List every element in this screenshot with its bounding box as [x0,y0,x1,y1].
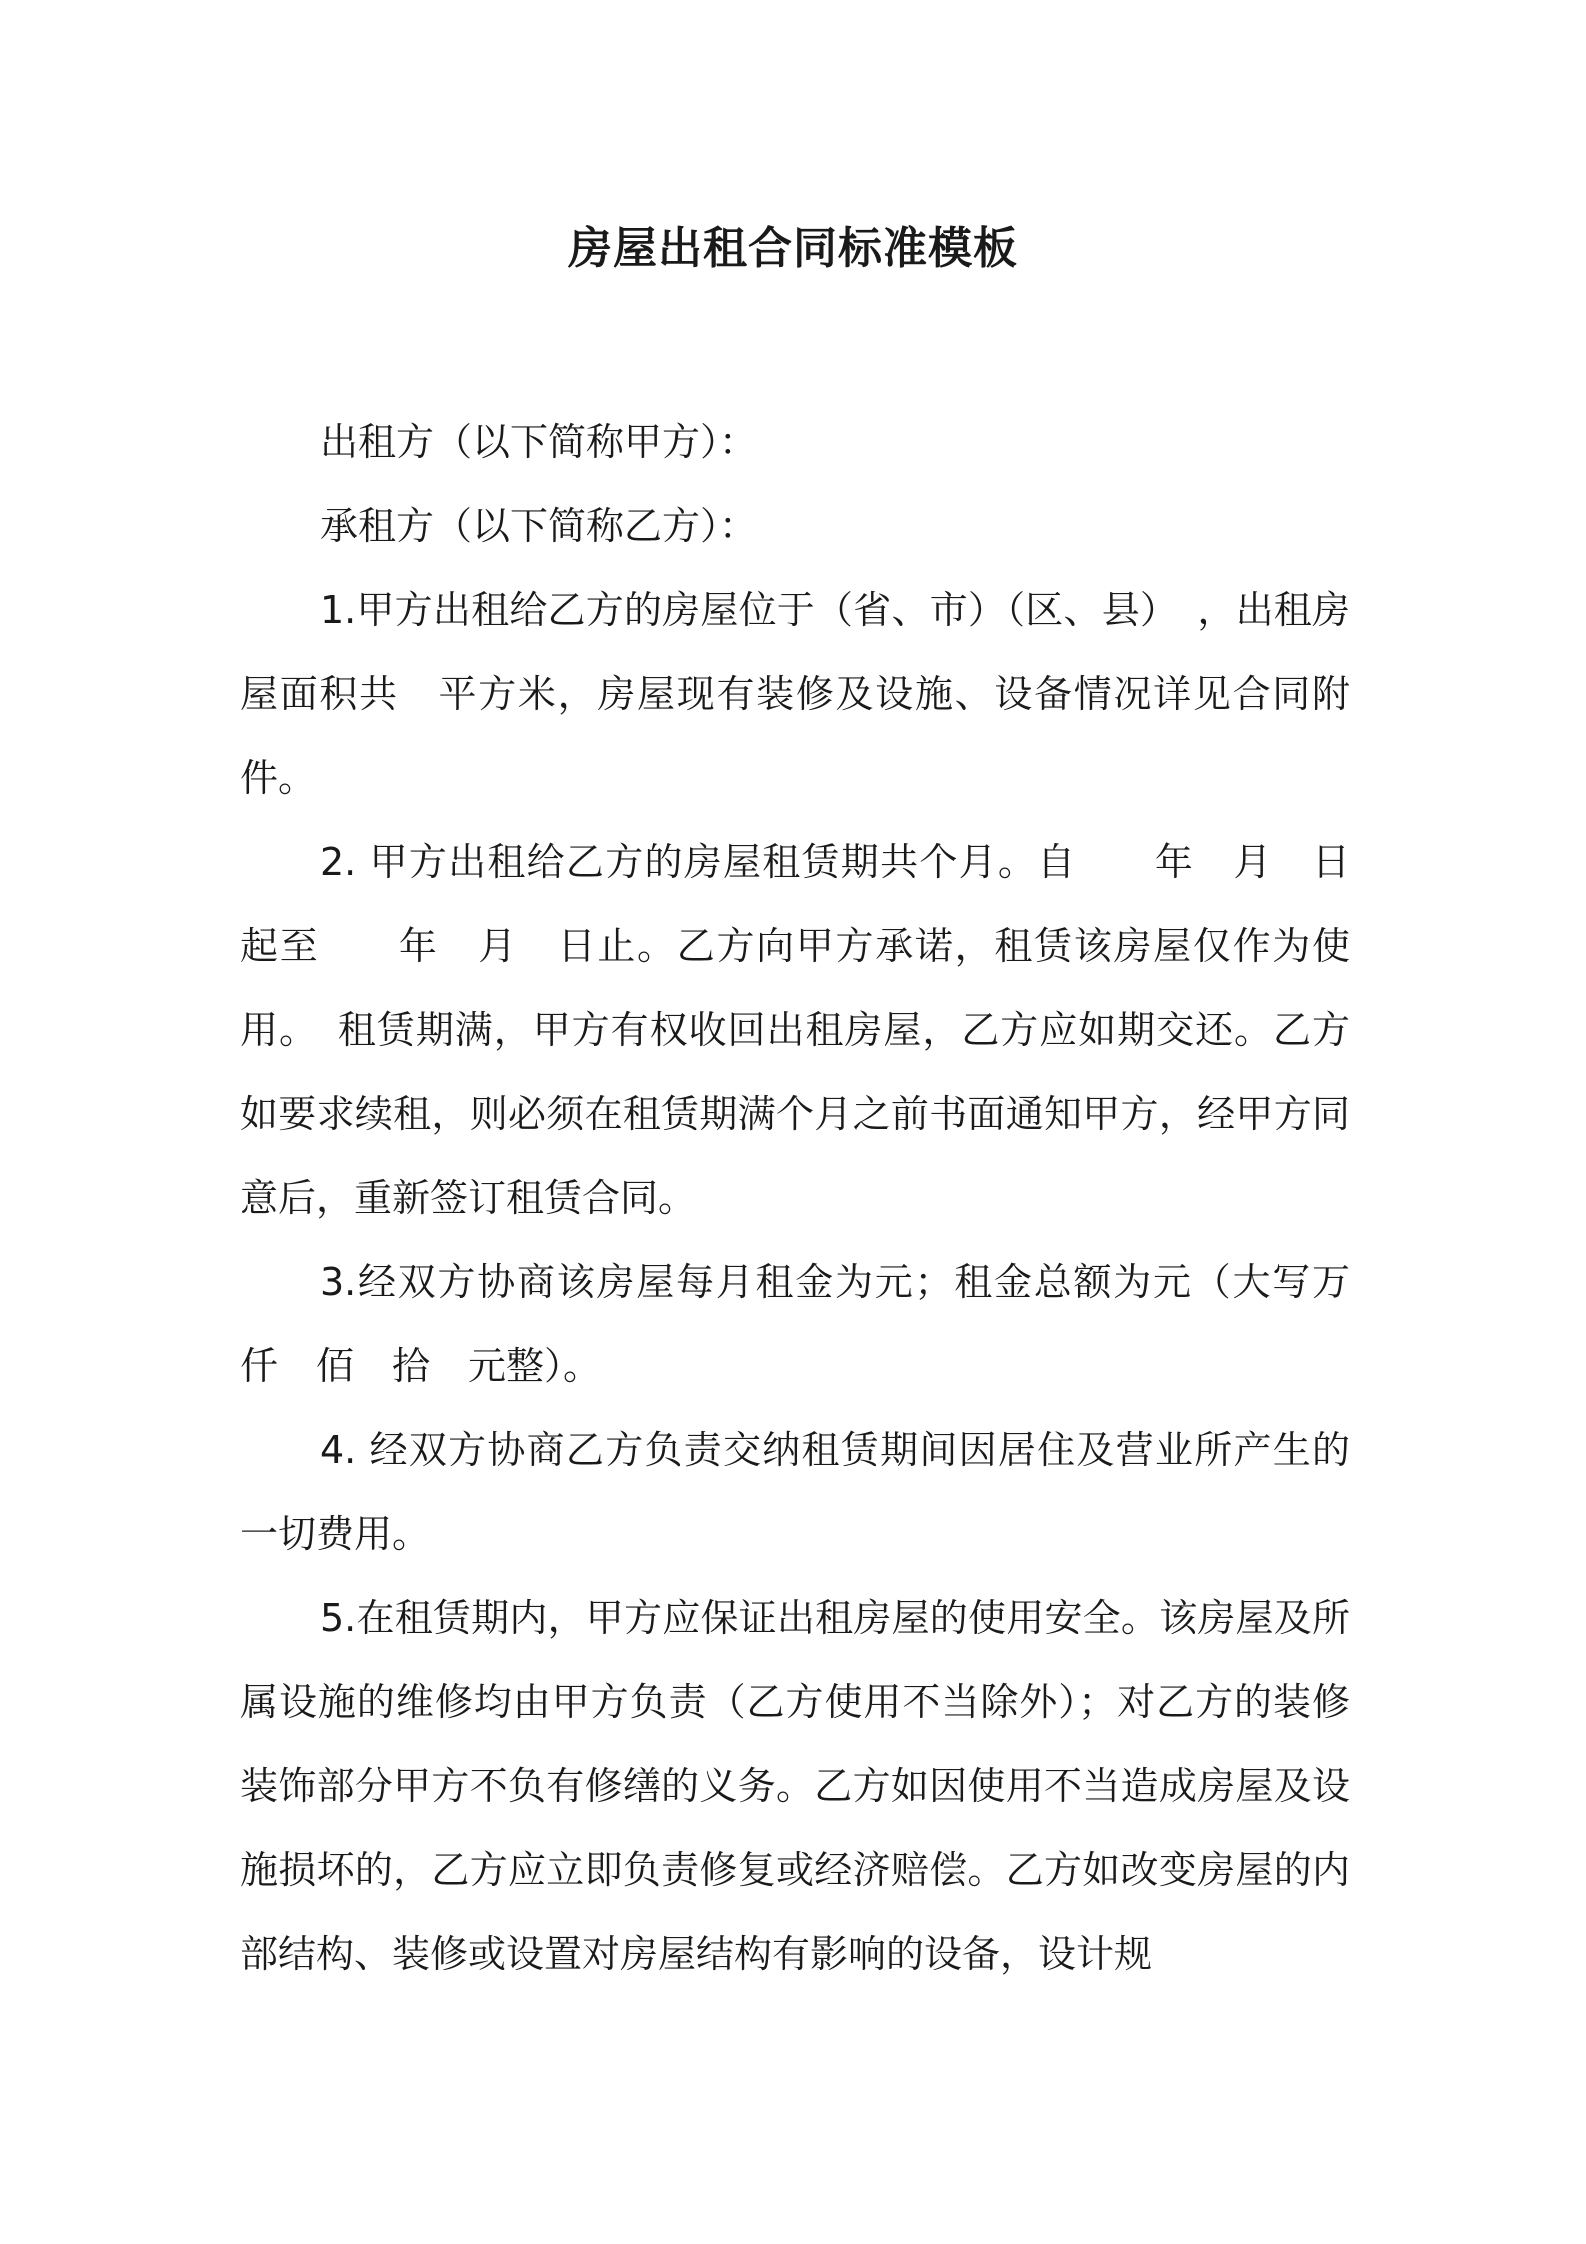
clause-5: 5.在租赁期内，甲方应保证出租房屋的使用安全。该房屋及所属设施的维修均由甲方负责（乙方使用不当除外）；对乙方的装修装饰部分甲方不负有修缮的义务。乙方如因使用不当造成房屋及设施损坏的，乙方应立即负责修复或经济赔偿。乙方如改变房屋的内部结构、装修或设置对房屋结构有影响的设备，设计规 [240,1596,1350,1976]
document-title: 房屋出租合同标准模板 [568,223,1018,274]
clause-4: 4. 经双方协商乙方负责交纳租赁期间因居住及营业所产生的一切费用。 [240,1428,1350,1556]
clause-3: 3.经双方协商该房屋每月租金为元；租金总额为元（大写万 仟 佰 拾 元整）。 [240,1260,1389,1388]
clause-1: 1.甲方出租给乙方的房屋位于（省、市）（区、县） ，出租房屋面积共 平方米，房屋现有装修及设施、设备情况详见合同附件。 [240,588,1350,800]
document-body [240,400,1389,1996]
lessee-line: 承租方（以下简称乙方）： [320,504,758,548]
clause-2: 2. 甲方出租给乙方的房屋租赁期共个月。自 年 月 日起至 年 月 日止。乙方向甲方承诺，租赁该房屋仅作为使用。 租赁期满，甲方有权收回出租房屋，乙方应如期交还。乙方如要求续租，则必须在租赁期满个月之前书面通知甲方，经甲方同意后，重新签订租赁合同。 [240,840,1350,1220]
lessor-line: 出租方（以下简称甲方）： [320,420,758,464]
